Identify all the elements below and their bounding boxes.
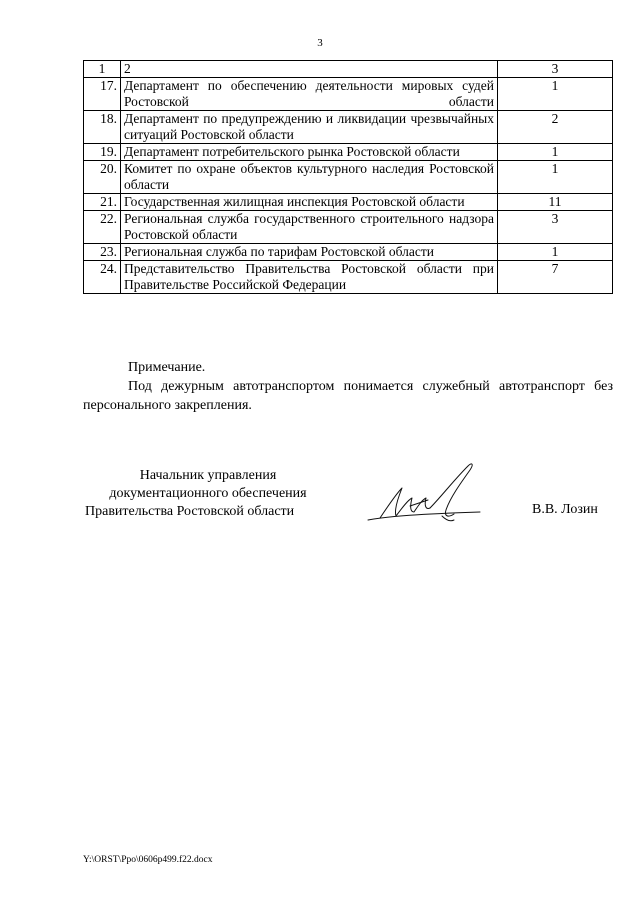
- handwritten-signature-icon: [350, 458, 500, 528]
- allocation-table: [83, 60, 613, 294]
- row-number: 21.: [84, 194, 121, 211]
- header-cell-3: 3: [498, 61, 613, 78]
- note-title: Примечание.: [128, 360, 206, 375]
- row-number: 17.: [84, 78, 121, 111]
- table-row: [84, 78, 613, 111]
- row-quantity: 7: [498, 261, 613, 294]
- header-cell-1: 1: [84, 61, 121, 78]
- table-row: [84, 111, 613, 144]
- header-cell-2: 2: [121, 61, 498, 78]
- row-quantity: 3: [498, 211, 613, 244]
- row-quantity: 1: [498, 144, 613, 161]
- table-row: [84, 244, 613, 261]
- row-number: 24.: [84, 261, 121, 294]
- row-organization: Департамент потребительского рынка Ростовской области: [121, 144, 498, 161]
- row-organization: Региональная служба государственного строительного надзора Ростовской области: [121, 211, 498, 244]
- row-number: 18.: [84, 111, 121, 144]
- signatory-position-line-3: Правительства Ростовской области: [85, 504, 295, 519]
- row-organization: Региональная служба по тарифам Ростовской области: [121, 244, 498, 261]
- row-quantity: 1: [498, 161, 613, 194]
- signatory-position-line-2: документационного обеспечения: [109, 486, 307, 501]
- row-quantity: 2: [498, 111, 613, 144]
- table-row: [84, 144, 613, 161]
- signatory-position-line-1: Начальник управления: [139, 468, 277, 483]
- table-header-row: [84, 61, 613, 78]
- row-organization: Представительство Правительства Ростовской области при Правительстве Российской Федерации: [121, 261, 498, 294]
- row-organization: Государственная жилищная инспекция Ростовской области: [121, 194, 498, 211]
- note-body: Под дежурным автотранспортом понимается служебный автотранспорт без персонального закрепления.: [83, 379, 613, 413]
- table-row: [84, 211, 613, 244]
- row-organization: Департамент по предупреждению и ликвидации чрезвычайных ситуаций Ростовской области: [121, 111, 498, 144]
- table-row: [84, 161, 613, 194]
- row-quantity: 11: [498, 194, 613, 211]
- row-organization: Комитет по охране объектов культурного наследия Ростовской области: [121, 161, 498, 194]
- signer-name: В.В. Лозин: [532, 502, 598, 517]
- row-number: 23.: [84, 244, 121, 261]
- row-quantity: 1: [498, 244, 613, 261]
- row-number: 19.: [84, 144, 121, 161]
- row-number: 20.: [84, 161, 121, 194]
- signatory-position: [85, 467, 328, 521]
- file-path-footer: Y:\ORST\Ppo\0606p499.f22.docx: [83, 855, 213, 865]
- row-organization: Департамент по обеспечению деятельности мировых судей Ростовской области: [121, 78, 498, 111]
- table-row: [84, 261, 613, 294]
- row-number: 22.: [84, 211, 121, 244]
- row-quantity: 1: [498, 78, 613, 111]
- table-row: [84, 194, 613, 211]
- page-number: 3: [317, 37, 323, 49]
